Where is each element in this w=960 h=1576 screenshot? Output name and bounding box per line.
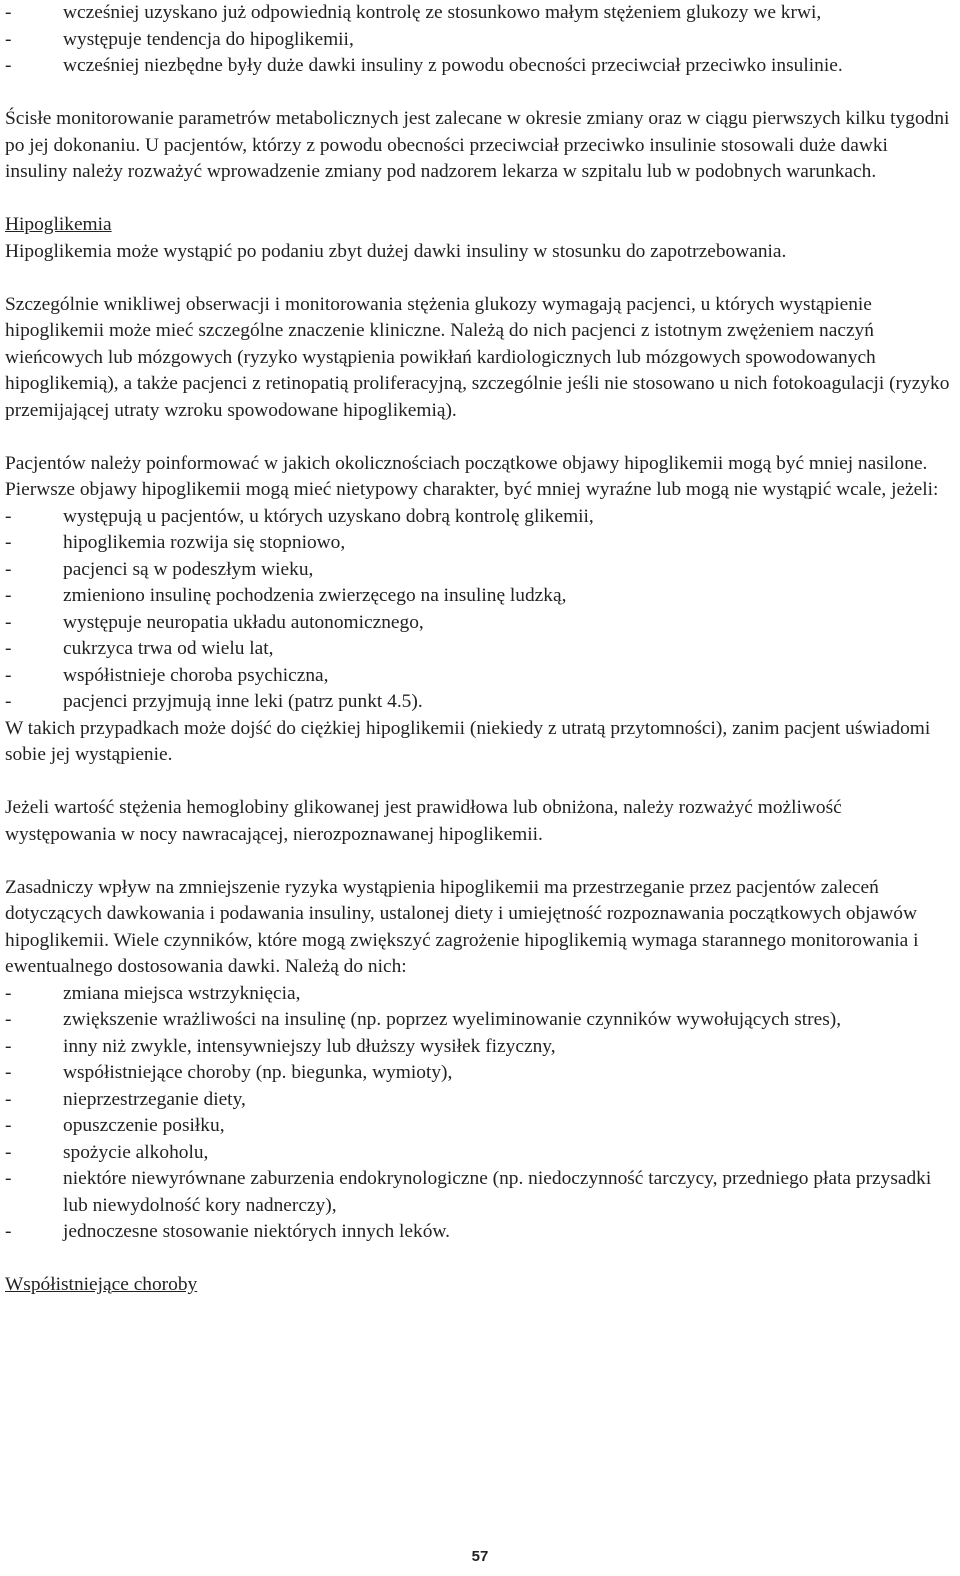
symptom-conditions-list bbox=[5, 504, 955, 716]
paragraph-observation: Szczególnie wnikliwej obserwacji i monitorowania stężenia glukozy wymagają pacjenci, u których wystąpienie hipoglikemii może mieć szczególne znaczenie kliniczne. Należą do nich pacjenci z istotnym zwężeniem naczyń wieńcowych lub mózgowych (ryzyko wystąpienia powikłań kardiologicznych lub mózgowych spowodowanych hipoglikemią), a także pacjenci z retinopatią proliferacyjną, szczególnie jeśli nie stosowano u nich fotokoagulacji (ryzyko przemijającej utraty wzroku spowodowane hipoglikemią). bbox=[5, 293, 950, 421]
list-item bbox=[5, 557, 955, 584]
intro-list bbox=[5, 0, 955, 80]
list-item bbox=[5, 1087, 955, 1114]
bullet-dash: - bbox=[5, 505, 12, 527]
list-item-text: wcześniej niezbędne były duże dawki insuliny z powodu obecności przeciwciał przeciwko insulinie. bbox=[63, 55, 843, 76]
list-item-text: cukrzyca trwa od wielu lat, bbox=[63, 638, 274, 659]
list-item-text: niektóre niewyrównane zaburzenia endokrynologiczne (np. niedoczynność tarczycy, przedniego płata przysadki lub niewydolność kory nadnerczy), bbox=[63, 1168, 932, 1216]
list-item-text: opuszczenie posiłku, bbox=[63, 1115, 225, 1136]
list-item-text: współistniejące choroby (np. biegunka, wymioty), bbox=[63, 1062, 453, 1083]
bullet-dash: - bbox=[5, 611, 12, 633]
list-item-text: pacjenci przyjmują inne leki (patrz punkt 4.5). bbox=[63, 691, 423, 712]
document-page bbox=[5, 0, 955, 1299]
paragraph-inform: Pacjentów należy poinformować w jakich okolicznościach początkowe objawy hipoglikemii mogą być mniej nasilone. Pierwsze objawy hipoglikemii mogą mieć nietypowy charakter, być mniej wyraźne lub mogą nie wystąpić wcale, jeżeli: bbox=[5, 452, 939, 500]
section-heading-comorbidities: Współistniejące choroby bbox=[5, 1274, 198, 1295]
list-item bbox=[5, 583, 955, 610]
list-item-text: współistnieje choroba psychiczna, bbox=[63, 664, 329, 686]
paragraph-risk-factors: Zasadniczy wpływ na zmniejszenie ryzyka wystąpienia hipoglikemii ma przestrzeganie przez pacjentów zaleceń dotyczących dawkowania i podawania insuliny, ustalonej diety i umiejętność rozpoznawania początkowych objawów hipoglikemii. Wiele czynników, które mogą zwiększyć zagrożenie hipoglikemią wymaga starannego monitorowania i ewentualnego dostosowania dawki. Należą do nich: bbox=[5, 876, 919, 977]
bullet-dash: - bbox=[5, 2, 12, 23]
list-item bbox=[5, 1166, 955, 1219]
bullet-dash: - bbox=[5, 1035, 12, 1057]
bullet-dash: - bbox=[5, 1221, 12, 1242]
bullet-dash: - bbox=[5, 1009, 12, 1030]
list-item bbox=[5, 1140, 955, 1167]
bullet-dash: - bbox=[5, 1062, 12, 1083]
paragraph-severe: W takich przypadkach może dojść do ciężkiej hipoglikemii (niekiedy z utratą przytomności), zanim pacjent uświadomi sobie jej wystąpienie. bbox=[5, 717, 931, 765]
list-item-text: pacjenci są w podeszłym wieku, bbox=[63, 558, 314, 580]
bullet-dash: - bbox=[5, 28, 12, 50]
list-item bbox=[5, 1219, 955, 1246]
list-item bbox=[5, 1060, 955, 1087]
list-item bbox=[5, 53, 955, 80]
list-item-text: jednoczesne stosowanie niektórych innych leków. bbox=[63, 1221, 450, 1242]
list-item bbox=[5, 1034, 955, 1061]
bullet-dash: - bbox=[5, 1168, 12, 1189]
paragraph-hba1c: Jeżeli wartość stężenia hemoglobiny glikowanej jest prawidłowa lub obniżona, należy rozważyć możliwość występowania w nocy nawracającej, nierozpoznawanej hipoglikemii. bbox=[5, 797, 842, 845]
list-item bbox=[5, 1007, 955, 1034]
list-item-text: nieprzestrzeganie diety, bbox=[63, 1088, 246, 1110]
list-item bbox=[5, 1113, 955, 1140]
list-item bbox=[5, 610, 955, 637]
list-item-text: wcześniej uzyskano już odpowiednią kontrolę ze stosunkowo małym stężeniem glukozy we krwi, bbox=[63, 2, 822, 23]
list-item bbox=[5, 530, 955, 557]
list-item bbox=[5, 689, 955, 716]
bullet-dash: - bbox=[5, 982, 12, 1004]
bullet-dash: - bbox=[5, 638, 12, 659]
list-item-text: występuje neuropatia układu autonomicznego, bbox=[63, 611, 424, 633]
list-item-text: inny niż zwykle, intensywniejszy lub dłuższy wysiłek fizyczny, bbox=[63, 1035, 556, 1057]
list-item bbox=[5, 636, 955, 663]
paragraph-monitoring: Ścisłe monitorowanie parametrów metabolicznych jest zalecane w okresie zmiany oraz w ciągu pierwszych kilku tygodni po jej dokonaniu. U pacjentów, którzy z powodu obecności przeciwciał przeciwko insulinie stosowali duże dawki insuliny należy rozważyć wprowadzenie zmiany pod nadzorem lekarza w szpitalu lub w podobnych warunkach. bbox=[5, 108, 950, 182]
page-number: 57 bbox=[471, 1548, 489, 1565]
list-item-text: hipoglikemia rozwija się stopniowo, bbox=[63, 532, 346, 553]
list-item-text: zmieniono insulinę pochodzenia zwierzęcego na insulinę ludzką, bbox=[63, 585, 567, 606]
bullet-dash: - bbox=[5, 532, 12, 553]
paragraph-hypoglycemia-intro: Hipoglikemia może wystąpić po podaniu zbyt dużej dawki insuliny w stosunku do zapotrzebowania. bbox=[5, 240, 787, 262]
list-item-text: zwiększenie wrażliwości na insulinę (np. poprzez wyeliminowanie czynników wywołujących stres), bbox=[63, 1009, 842, 1030]
bullet-dash: - bbox=[5, 55, 12, 76]
list-item bbox=[5, 504, 955, 531]
list-item bbox=[5, 27, 955, 54]
bullet-dash: - bbox=[5, 664, 12, 686]
bullet-dash: - bbox=[5, 1141, 12, 1163]
risk-factors-list bbox=[5, 981, 955, 1246]
bullet-dash: - bbox=[5, 1088, 12, 1110]
list-item bbox=[5, 0, 955, 27]
bullet-dash: - bbox=[5, 1115, 12, 1136]
list-item-text: spożycie alkoholu, bbox=[63, 1141, 209, 1163]
list-item bbox=[5, 663, 955, 690]
section-heading-hypoglycemia: Hipoglikemia bbox=[5, 214, 112, 235]
bullet-dash: - bbox=[5, 691, 12, 712]
list-item bbox=[5, 981, 955, 1008]
bullet-dash: - bbox=[5, 558, 12, 580]
list-item-text: zmiana miejsca wstrzyknięcia, bbox=[63, 982, 301, 1004]
bullet-dash: - bbox=[5, 585, 12, 606]
list-item-text: występuje tendencja do hipoglikemii, bbox=[63, 28, 354, 50]
list-item-text: występują u pacjentów, u których uzyskano dobrą kontrolę glikemii, bbox=[63, 505, 594, 527]
